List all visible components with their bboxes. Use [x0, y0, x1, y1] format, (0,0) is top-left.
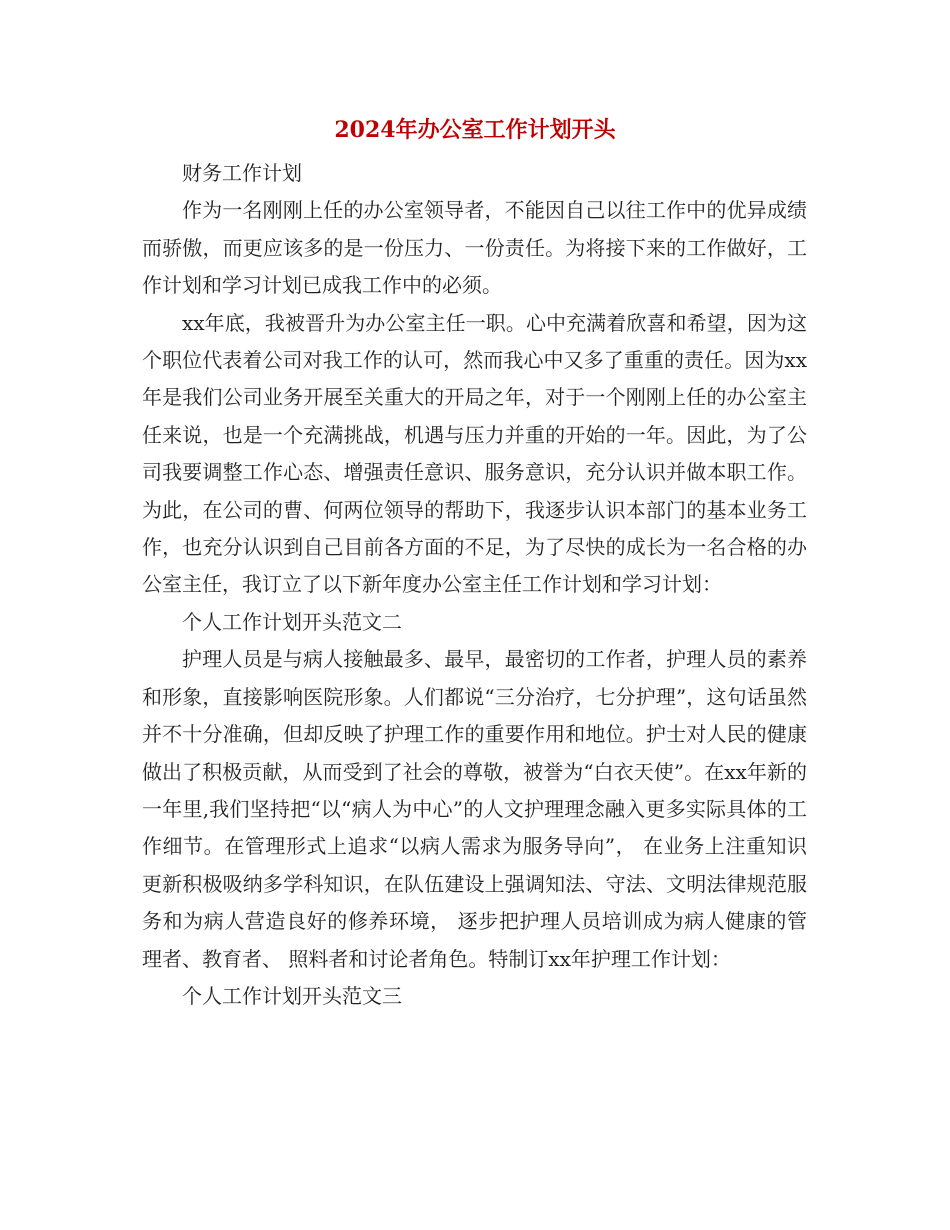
document-title: 2024年办公室工作计划开头: [334, 117, 616, 143]
paragraph-nursing: 护理人员是与病人接触最多、最早，最密切的工作者，护理人员的素养和形象，直接影响医院形象。人们都说“三分治疗，七分护理”，这句话虽然并不十分准确，但却反映了护理工作的重要作用和地位。护士对人民的健康做出了积极贡献，从而受到了社会的尊敬，被誉为“白衣天使”。在xx年新的一年里,我们坚持把“以“病人为中心”的人文护理理念融入更多实际具体的工作细节。在管理形式上追求“以病人需求为服务导向”， 在业务上注重知识更新积极吸纳多学科知识，在队伍建设上强调知法、守法、文明法律规范服务和为病人营造良好的修养环境， 逐步把护理人员培训成为病人健康的管理者、教育者、 照料者和讨论者角色。特制订xx年护理工作计划：: [142, 647, 807, 971]
paragraph-promotion: xx年底，我被晋升为办公室主任一职。心中充满着欣喜和希望，因为这个职位代表着公司对我工作的认可，然而我心中又多了重重的责任。因为xx年是我们公司业务开展至关重大的开局之年，对于一个刚刚上任的办公室主任来说，也是一个充满挑战，机遇与压力并重的开始的一年。因此，为了公司我要调整工作心态、增强责任意识、服务意识，充分认识并做本职工作。为此，在公司的曹、何两位领导的帮助下，我逐步认识本部门的基本业务工作，也充分认识到自己目前各方面的不足，为了尽快的成长为一名合格的办公室主任，我订立了以下新年度办公室主任工作计划和学习计划：: [142, 310, 807, 597]
section-heading-sample-two: 个人工作计划开头范文二: [182, 609, 402, 634]
document-body: [142, 155, 807, 1015]
section-heading-sample-three: 个人工作计划开头范文三: [182, 983, 402, 1008]
section-heading-finance: 财务工作计划: [182, 161, 302, 185]
paragraph-intro: 作为一名刚刚上任的办公室领导者，不能因自己以往工作中的优异成绩而骄傲，而更应该多的是一份压力、一份责任。为将接下来的工作做好，工作计划和学习计划已成我工作中的必须。: [142, 198, 807, 298]
